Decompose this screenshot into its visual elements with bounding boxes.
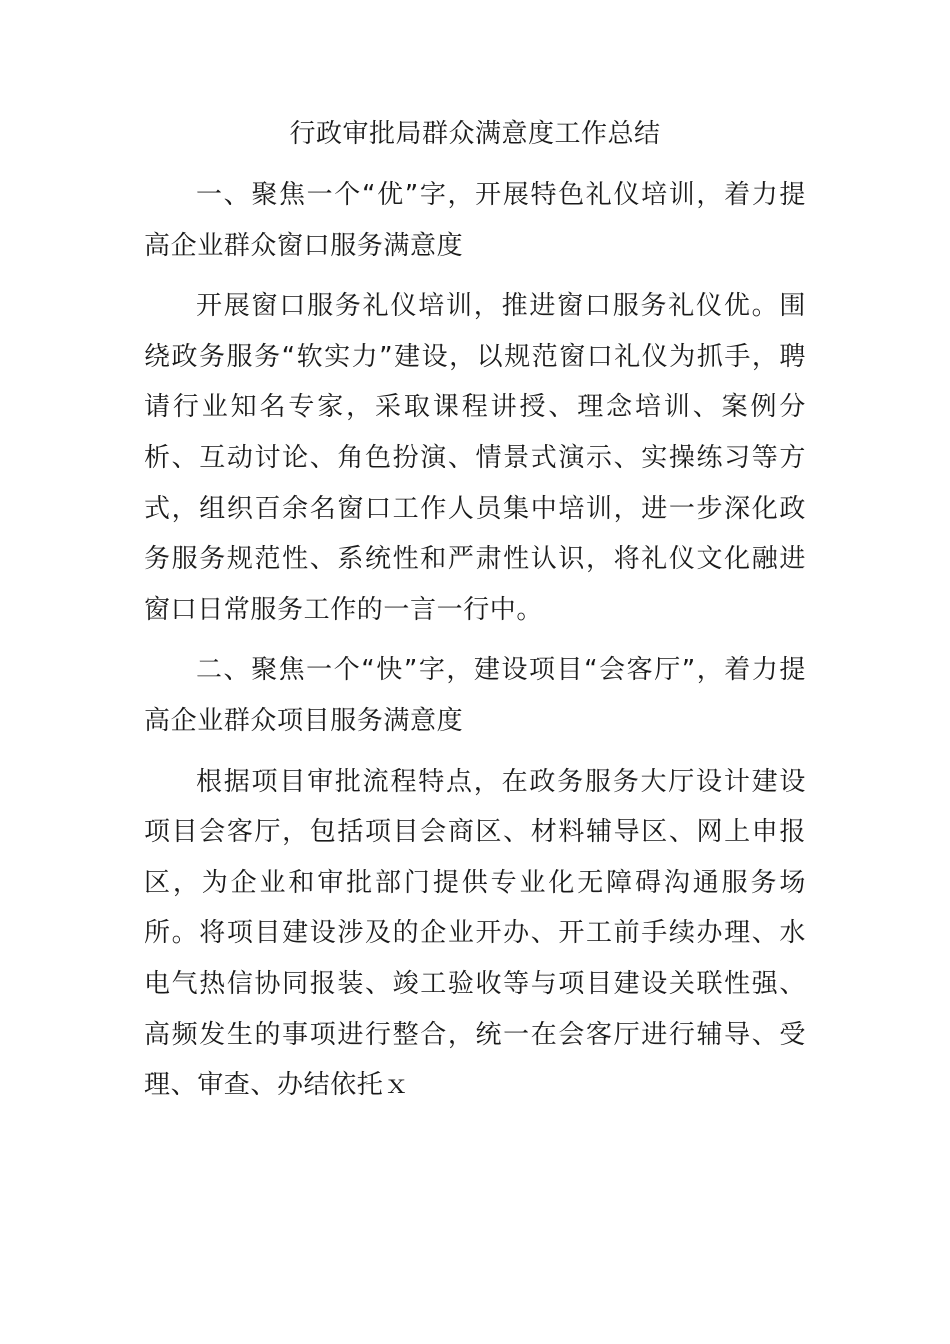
- body-paragraph-1: 开展窗口服务礼仪培训，推进窗口服务礼仪优。围绕政务服务“软实力”建设，以规范窗口礼仪为抓手，聘请行业知名专家，采取课程讲授、理念培训、案例分析、互动讨论、角色扮演、情景式演示、实操练习等方式，组织百余名窗口工作人员集中培训，进一步深化政务服务规范性、系统性和严肃性认识，将礼仪文化融进窗口日常服务工作的一言一行中。: [144, 291, 806, 625]
- body-paragraph-2: 根据项目审批流程特点，在政务服务大厅设计建设项目会客厅，包括项目会商区、材料辅导区、网上申报区，为企业和审批部门提供专业化无障碍沟通服务场所。将项目建设涉及的企业开办、开工前手续办理、水电气热信协同报装、竣工验收等与项目建设关联性强、高频发生的事项进行整合，统一在会客厅进行辅导、受理、审查、办结依托ｘ: [144, 766, 806, 1101]
- document-title: 行政审批局群众满意度工作总结: [289, 119, 661, 149]
- document-body: [144, 170, 806, 1111]
- section-heading-1: 一、聚焦一个“优”字，开展特色礼仪培训，着力提高企业群众窗口服务满意度: [144, 180, 806, 261]
- section-heading-2: 二、聚焦一个“快”字，建设项目“会客厅”，着力提高企业群众项目服务满意度: [144, 655, 806, 736]
